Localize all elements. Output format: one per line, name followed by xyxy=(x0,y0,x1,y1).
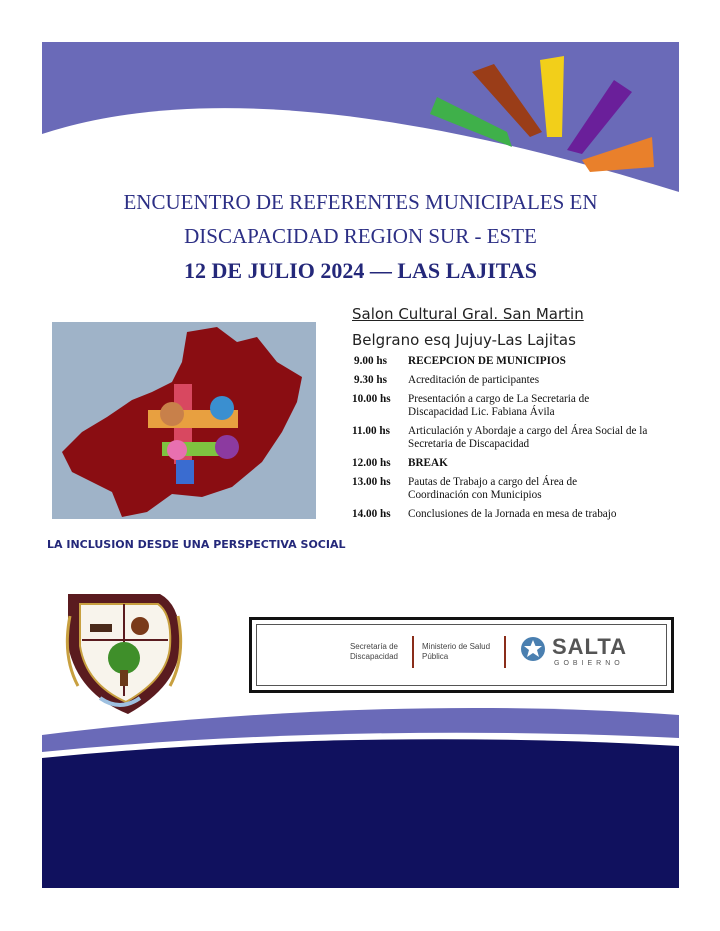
agenda-time: 9.00 hs xyxy=(354,355,387,367)
tagline: LA INCLUSION DESDE UNA PERSPECTIVA SOCIAL xyxy=(47,538,346,551)
agenda-list xyxy=(352,355,692,527)
agenda-item xyxy=(352,476,692,502)
venue-name: Salon Cultural Gral. San Martin xyxy=(352,305,584,323)
agenda-desc: BREAK xyxy=(408,457,448,469)
agenda-item xyxy=(352,457,692,470)
logo-divider xyxy=(504,636,506,668)
agenda-item xyxy=(352,355,692,368)
agenda-item xyxy=(352,374,692,387)
header-banner xyxy=(42,42,679,192)
agenda-desc: Presentación a cargo de La Secretaria de Discapacidad Lic. Fabiana Ávila xyxy=(408,393,590,418)
logo-divider xyxy=(412,636,414,668)
agenda-desc: Conclusiones de la Jornada en mesa de trabajo xyxy=(408,508,617,520)
agenda-desc: Acreditación de participantes xyxy=(408,374,540,386)
gobierno-wordmark: GOBIERNO xyxy=(554,660,624,667)
agenda-time: 10.00 hs xyxy=(352,393,391,405)
secretaria-logo-text: Secretaría de Discapacidad xyxy=(349,642,398,661)
event-title-line-1: ENCUENTRO DE REFERENTES MUNICIPALES EN xyxy=(123,190,598,214)
agenda-time: 14.00 hs xyxy=(352,508,391,520)
footer-banner xyxy=(42,690,679,888)
agenda-time: 11.00 hs xyxy=(352,425,390,437)
agenda-desc: RECEPCION DE MUNICIPIOS xyxy=(408,355,566,367)
agenda-time: 13.00 hs xyxy=(352,476,391,488)
event-date-location: 12 DE JULIO 2024 — LAS LAJITAS xyxy=(184,258,537,283)
agenda-item xyxy=(352,425,692,451)
event-title-line-2: DISCAPACIDAD REGION SUR - ESTE xyxy=(184,224,537,248)
agenda-item xyxy=(352,508,692,521)
government-logos xyxy=(249,617,674,693)
map-with-hands-image xyxy=(52,322,316,519)
agenda-time: 12.00 hs xyxy=(352,457,391,469)
agenda-time: 9.30 hs xyxy=(354,374,387,386)
salta-star-icon xyxy=(520,636,546,662)
ministerio-logo-text: Ministerio de Salud Pública xyxy=(422,642,491,661)
agenda-desc: Pautas de Trabajo a cargo del Área de Coordinación con Municipios xyxy=(408,476,578,501)
agenda-item xyxy=(352,393,692,419)
venue-address: Belgrano esq Jujuy-Las Lajitas xyxy=(352,331,576,349)
salta-wordmark: SALTA xyxy=(552,634,628,659)
agenda-desc: Articulación y Abordaje a cargo del Área Social de la Secretaria de Discapacidad xyxy=(408,425,648,450)
